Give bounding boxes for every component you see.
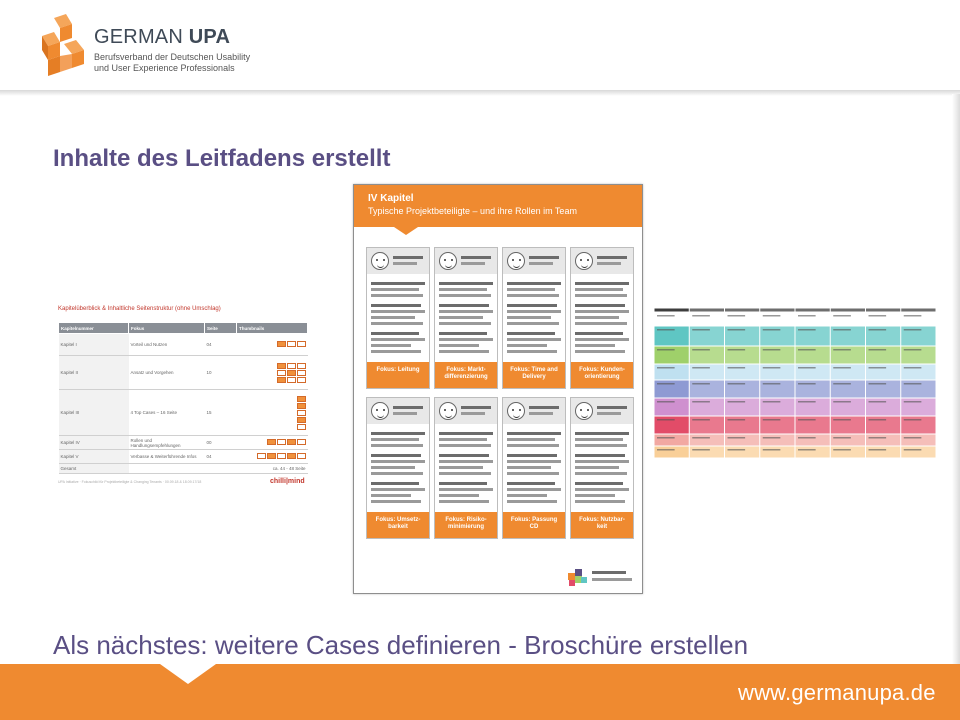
role-card [434, 397, 498, 539]
text-placeholder-line [371, 494, 411, 497]
matrix-cell [760, 447, 794, 458]
text-placeholder-line [371, 432, 425, 435]
matrix-cell-text [904, 419, 922, 421]
matrix-cell [725, 309, 759, 312]
text-placeholder-line [575, 338, 629, 341]
matrix-cell-text [833, 419, 851, 421]
text-placeholder-line [371, 338, 425, 341]
text-placeholder-line [575, 316, 619, 319]
text-placeholder-line [597, 262, 621, 265]
text-placeholder-line [575, 332, 623, 335]
matrix-cell-text [728, 329, 746, 331]
text-placeholder-line [439, 482, 487, 485]
matrix-cell-text [798, 349, 816, 351]
text-placeholder-line [575, 488, 629, 491]
text-placeholder-line [507, 322, 559, 325]
matrix-cell-text [728, 401, 746, 403]
slide-title: Inhalte des Leitfadens erstellt [53, 145, 391, 172]
thumbnails-cell [237, 334, 308, 356]
text-placeholder-line [439, 432, 493, 435]
text-placeholder-line [371, 282, 425, 285]
matrix-cell-text [657, 367, 675, 369]
text-placeholder-line [575, 294, 627, 297]
matrix-cell [831, 435, 865, 446]
matrix-cell-text [798, 437, 816, 439]
role-card [366, 247, 430, 389]
matrix-cell-text [869, 349, 887, 351]
matrix-cell-text [904, 367, 922, 369]
role-focus-label: Fokus: Passung CD [503, 512, 565, 538]
matrix-cell-text [763, 315, 781, 317]
matrix-cell [796, 365, 830, 380]
table-row [59, 436, 308, 450]
thumbnails-cell [237, 356, 308, 390]
right-edge-shadow [952, 94, 960, 664]
matrix-cell [866, 365, 900, 380]
matrix-cell [655, 313, 689, 326]
matrix-cell [866, 435, 900, 446]
matrix-cell [690, 365, 724, 380]
matrix-cell-text [869, 315, 887, 317]
matrix-cell-text [833, 437, 851, 439]
person-avatar-icon [439, 252, 457, 270]
text-placeholder-line [371, 288, 419, 291]
role-card [502, 397, 566, 539]
header [0, 0, 960, 92]
matrix-cell-text [692, 367, 710, 369]
matrix-cell-text [692, 419, 710, 421]
matrix-cell-text [728, 349, 746, 351]
text-placeholder-line [439, 460, 493, 463]
text-placeholder-line [439, 488, 493, 491]
chapter-title: IV Kapitel [368, 193, 414, 204]
text-placeholder-line [507, 494, 547, 497]
matrix-cell [866, 309, 900, 312]
text-placeholder-line [371, 438, 419, 441]
cell: 04 [205, 334, 237, 356]
matrix-cell [725, 447, 759, 458]
matrix-cell-text [692, 437, 710, 439]
table-footnote: UPA Initiative · Fokuschild für Projektbeteiligte & Changing Tenants · 00.09.18 & 18.09.17/18 [58, 480, 202, 484]
matrix-cell-text [728, 367, 746, 369]
text-placeholder-line [507, 344, 547, 347]
person-avatar-icon [575, 252, 593, 270]
matrix-cell-text [657, 419, 675, 421]
text-placeholder-line [371, 316, 415, 319]
matrix-cell [901, 309, 935, 312]
cell: Kapitel II [59, 356, 129, 390]
matrix-cell-text [798, 315, 816, 317]
matrix-cell-text [869, 329, 887, 331]
matrix-cell [796, 313, 830, 326]
text-placeholder-line [439, 310, 493, 313]
matrix-cell-text [763, 349, 781, 351]
matrix-cell [655, 435, 689, 446]
text-placeholder-line [507, 350, 557, 353]
text-placeholder-line [439, 332, 487, 335]
text-placeholder-line [507, 472, 559, 475]
text-placeholder-line [393, 406, 423, 409]
text-placeholder-line [575, 472, 627, 475]
text-placeholder-line [439, 288, 487, 291]
person-avatar-icon [439, 402, 457, 420]
matrix-cell [901, 447, 935, 458]
matrix-cell-text [904, 383, 922, 385]
text-placeholder-line [575, 482, 623, 485]
person-avatar-icon [507, 252, 525, 270]
text-placeholder-line [439, 466, 483, 469]
matrix-cell-text [657, 315, 675, 317]
cell: Kapitel III [59, 390, 129, 436]
logo-subtitle: Berufsverband der Deutschen Usability und User Experience Professionals [94, 52, 251, 73]
text-placeholder-line [575, 454, 625, 457]
text-placeholder-line [529, 262, 553, 265]
cell: 4 Top Cases – 16 Seite [129, 390, 205, 436]
table-row [59, 356, 308, 390]
matrix-cell [655, 365, 689, 380]
text-placeholder-line [393, 412, 417, 415]
text-placeholder-line [439, 282, 493, 285]
chapter-overview-table-image [54, 302, 312, 492]
text-placeholder-line [507, 310, 561, 313]
cell: 04 [205, 450, 237, 464]
text-placeholder-line [507, 332, 555, 335]
cell: Kapitel IV [59, 436, 129, 450]
cubes-logo-icon [40, 14, 88, 76]
text-placeholder-line [575, 310, 629, 313]
table-row [59, 464, 308, 474]
text-placeholder-line [439, 338, 493, 341]
matrix-cell-text [869, 383, 887, 385]
matrix-cell [760, 309, 794, 312]
cell: 15 [205, 390, 237, 436]
matrix-cell-text [904, 329, 922, 331]
matrix-cell-text [657, 401, 675, 403]
cell: 00 [205, 436, 237, 450]
agency-brand: chilli|mind [270, 478, 305, 485]
matrix-cell-text [657, 449, 675, 451]
text-placeholder-line [461, 256, 491, 259]
text-placeholder-line [597, 412, 621, 415]
matrix-cell-text [763, 449, 781, 451]
role-focus-label: Fokus: Markt- differenzierung [435, 362, 497, 388]
text-placeholder-line [529, 256, 559, 259]
text-placeholder-line [507, 454, 557, 457]
text-placeholder-line [597, 406, 627, 409]
matrix-cell-text [728, 315, 746, 317]
text-placeholder-line [371, 444, 423, 447]
matrix-cell-text [833, 383, 851, 385]
matrix-cell-text [833, 349, 851, 351]
person-avatar-icon [507, 402, 525, 420]
matrix-cell-text [833, 367, 851, 369]
text-placeholder-line [371, 460, 425, 463]
person-avatar-icon [371, 402, 389, 420]
person-avatar-icon [371, 252, 389, 270]
cell [129, 464, 205, 474]
matrix-cell [690, 309, 724, 312]
text-placeholder-line [371, 310, 425, 313]
text-placeholder-line [575, 282, 629, 285]
matrix-cell [796, 447, 830, 458]
logo-caption-line [592, 578, 632, 581]
chapter-subtitle: Typische Projektbeteiligte – und ihre Rollen im Team [368, 206, 577, 216]
cell: 10 [205, 356, 237, 390]
text-placeholder-line [439, 438, 487, 441]
matrix-cell-text [798, 383, 816, 385]
text-placeholder-line [439, 472, 491, 475]
matrix-cell [831, 365, 865, 380]
matrix-cell [760, 365, 794, 380]
matrix-cell [690, 313, 724, 326]
chapter-table [58, 322, 308, 474]
text-placeholder-line [507, 482, 555, 485]
text-placeholder-line [575, 304, 625, 307]
matrix-cell-text [904, 401, 922, 403]
logo-title: GERMAN UPA [94, 26, 231, 48]
text-placeholder-line [439, 344, 479, 347]
matrix-cell [760, 435, 794, 446]
text-placeholder-line [575, 438, 623, 441]
text-placeholder-line [507, 304, 557, 307]
matrix-cell-text [869, 419, 887, 421]
text-placeholder-line [439, 322, 491, 325]
text-placeholder-line [507, 444, 559, 447]
matrix-cell-text [728, 437, 746, 439]
text-placeholder-line [575, 500, 625, 503]
role-focus-label: Fokus: Kunden- orientierung [571, 362, 633, 388]
thumbnails-cell [237, 436, 308, 450]
text-placeholder-line [371, 350, 421, 353]
text-placeholder-line [371, 332, 419, 335]
matrix-cell-text [692, 315, 710, 317]
table-row [59, 390, 308, 436]
role-card [570, 247, 634, 389]
text-placeholder-line [575, 466, 619, 469]
text-placeholder-line [507, 282, 561, 285]
matrix-cell-text [904, 349, 922, 351]
text-placeholder-line [439, 500, 489, 503]
matrix-cell [690, 435, 724, 446]
matrix-cell-text [833, 329, 851, 331]
matrix-cell-text [728, 449, 746, 451]
matrix-cell-text [728, 419, 746, 421]
text-placeholder-line [371, 322, 423, 325]
logo-caption-line [592, 571, 626, 574]
matrix-cell [725, 435, 759, 446]
chapter-header [354, 185, 642, 227]
person-avatar-icon [575, 402, 593, 420]
thumbnails-cell [237, 390, 308, 436]
matrix-cell-text [692, 383, 710, 385]
col-header: Thumbnails [237, 323, 308, 334]
text-placeholder-line [439, 304, 489, 307]
cubes-logo-icon [566, 565, 588, 587]
thumbnails-cell [237, 450, 308, 464]
text-placeholder-line [393, 256, 423, 259]
matrix-cell [901, 365, 935, 380]
matrix-cell [725, 365, 759, 380]
text-placeholder-line [597, 256, 627, 259]
table-row [59, 450, 308, 464]
col-header: Kapitelnummer [59, 323, 129, 334]
text-placeholder-line [371, 294, 423, 297]
text-placeholder-line [439, 454, 489, 457]
text-placeholder-line [393, 262, 417, 265]
matrix-cell-text [904, 315, 922, 317]
col-header: Fokus [129, 323, 205, 334]
text-placeholder-line [529, 406, 559, 409]
matrix-cell [831, 313, 865, 326]
cell: Verbasse & Weiterführende Infos [129, 450, 205, 464]
matrix-cell-text [833, 401, 851, 403]
matrix-cell [866, 447, 900, 458]
matrix-cell-text [692, 449, 710, 451]
matrix-cell-text [869, 449, 887, 451]
roles-matrix-image [654, 308, 936, 460]
text-placeholder-line [507, 432, 561, 435]
text-placeholder-line [507, 438, 555, 441]
role-focus-label: Fokus: Risiko- minimierung [435, 512, 497, 538]
matrix-cell-text [657, 329, 675, 331]
text-placeholder-line [371, 344, 411, 347]
matrix-cell [760, 313, 794, 326]
role-card [434, 247, 498, 389]
matrix-cell-text [798, 449, 816, 451]
matrix-cell [866, 313, 900, 326]
role-focus-label: Fokus: Umsetz- barkeit [367, 512, 429, 538]
text-placeholder-line [439, 294, 491, 297]
text-placeholder-line [507, 294, 559, 297]
text-placeholder-line [439, 494, 479, 497]
matrix-cell [901, 435, 935, 446]
matrix-cell-text [833, 315, 851, 317]
text-placeholder-line [575, 460, 629, 463]
text-placeholder-line [575, 322, 627, 325]
text-placeholder-line [507, 488, 561, 491]
text-placeholder-line [461, 406, 491, 409]
text-placeholder-line [439, 350, 489, 353]
text-placeholder-line [371, 500, 421, 503]
text-placeholder-line [575, 344, 615, 347]
chapter-page-image [353, 184, 643, 594]
text-placeholder-line [575, 350, 625, 353]
matrix-cell [690, 447, 724, 458]
matrix-cell-text [763, 401, 781, 403]
matrix-cell-text [657, 383, 675, 385]
text-placeholder-line [575, 432, 629, 435]
matrix-cell-text [763, 383, 781, 385]
matrix-cell-text [692, 349, 710, 351]
matrix-cell-text [798, 401, 816, 403]
matrix-cell [796, 309, 830, 312]
col-header: Seite [205, 323, 237, 334]
role-card [502, 247, 566, 389]
matrix-cell-text [692, 329, 710, 331]
cell: Vorteil und Nutzen [129, 334, 205, 356]
text-placeholder-line [371, 482, 419, 485]
matrix-cell-text [728, 383, 746, 385]
matrix-cell-text [763, 367, 781, 369]
role-card [570, 397, 634, 539]
table-header-row [59, 323, 308, 334]
matrix-cell [796, 435, 830, 446]
text-placeholder-line [461, 412, 485, 415]
text-placeholder-line [507, 288, 555, 291]
matrix-cell-text [657, 349, 675, 351]
text-placeholder-line [371, 454, 421, 457]
matrix-cell-text [763, 419, 781, 421]
table-title: Kapitelüberblick & Inhaltliche Seitenstruktur (ohne Umschlag) [58, 306, 221, 312]
matrix-cell-text [869, 401, 887, 403]
table-row [59, 334, 308, 356]
role-card [366, 397, 430, 539]
text-placeholder-line [371, 472, 423, 475]
text-placeholder-line [507, 316, 551, 319]
text-placeholder-line [439, 316, 483, 319]
cell: Gesamt [59, 464, 129, 474]
text-placeholder-line [507, 466, 551, 469]
matrix-cell-text [763, 437, 781, 439]
cell: Kapitel I [59, 334, 129, 356]
matrix-cell-text [869, 437, 887, 439]
matrix-cell [831, 447, 865, 458]
matrix-cell [655, 447, 689, 458]
matrix-cell-text [763, 329, 781, 331]
text-placeholder-line [575, 444, 627, 447]
footer-url: www.germanupa.de [738, 680, 936, 705]
matrix-cell-text [798, 329, 816, 331]
role-focus-label: Fokus: Nutzbar- keit [571, 512, 633, 538]
text-placeholder-line [575, 288, 623, 291]
chapter-header-notch [394, 227, 418, 235]
matrix-cell [725, 313, 759, 326]
matrix-cell-text [904, 437, 922, 439]
matrix-cell [831, 309, 865, 312]
footer-notch [160, 664, 216, 684]
text-placeholder-line [507, 460, 561, 463]
text-placeholder-line [507, 500, 557, 503]
text-placeholder-line [575, 494, 615, 497]
text-placeholder-line [371, 466, 415, 469]
matrix-cell-text [798, 419, 816, 421]
text-placeholder-line [507, 338, 561, 341]
matrix-cell-text [904, 449, 922, 451]
cell: ca. 44 - 48 Seite [205, 464, 308, 474]
cell: Rollen und Handlungsempfehlungen [129, 436, 205, 450]
role-focus-label: Fokus: Time and Delivery [503, 362, 565, 388]
cell: Kapitel V [59, 450, 129, 464]
next-step-text: Als nächstes: weitere Cases definieren - Broschüre erstellen [53, 630, 749, 660]
text-placeholder-line [529, 412, 553, 415]
text-placeholder-line [461, 262, 485, 265]
matrix-cell-text [657, 437, 675, 439]
matrix-cell-text [833, 449, 851, 451]
text-placeholder-line [371, 488, 425, 491]
text-placeholder-line [439, 444, 491, 447]
matrix-cell-text [798, 367, 816, 369]
cell: Ansatz und Vorgehen [129, 356, 205, 390]
matrix-cell-text [869, 367, 887, 369]
matrix-cell [655, 309, 689, 312]
text-placeholder-line [371, 304, 421, 307]
matrix-cell-text [692, 401, 710, 403]
header-divider [0, 90, 960, 96]
matrix-cell [901, 313, 935, 326]
role-focus-label: Fokus: Leitung [367, 362, 429, 388]
